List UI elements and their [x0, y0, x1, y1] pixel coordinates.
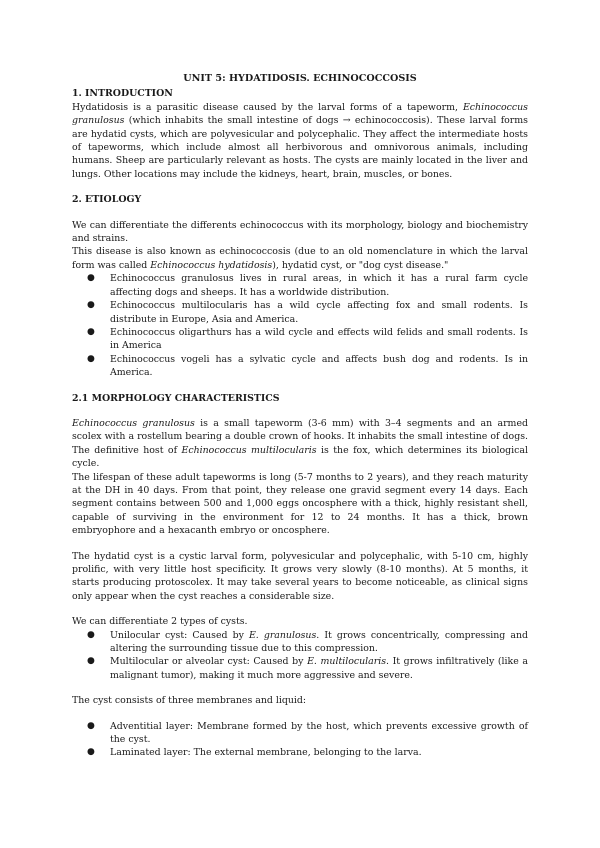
bullet-icon: ● [87, 747, 95, 758]
list-item-text: Echinococcus granulosus lives in rural areas, in which it has a rural farm cycle affecting dogs and sheeps. It has a worldwide distribution. [110, 273, 528, 298]
text-run: . It grows infiltratively (like a malignant tumor), making it much more aggressive and severe. [110, 656, 528, 681]
list-item-text: Adventitial layer: Membrane formed by the host, which prevents excessive growth of the cyst. [110, 720, 528, 746]
list-item [72, 272, 528, 299]
list-item-text: Laminated layer: The external membrane, belonging to the larva. [110, 747, 422, 759]
list-item [72, 655, 528, 682]
bullet-icon: ● [87, 353, 95, 364]
morphology-paragraph-1 [72, 417, 528, 471]
bullet-icon: ● [87, 273, 95, 284]
text-run: Hydatidosis is a parasitic disease caused by the larval forms of a tapeworm, [72, 101, 463, 113]
species-name: Echinococcus multilocularis [181, 444, 317, 456]
species-name: E. granulosus [248, 629, 317, 641]
membranes-intro: The cyst consists of three membranes and liquid: [72, 695, 307, 707]
list-item [72, 720, 528, 747]
list-item [72, 746, 528, 759]
bullet-icon: ● [87, 720, 95, 731]
section-heading-introduction: 1. INTRODUCTION [72, 88, 173, 100]
bullet-icon: ● [87, 629, 95, 640]
section-heading-etiology: 2. ETIOLOGY [72, 194, 142, 206]
list-item [72, 299, 528, 326]
text-run: is a small tapeworm (3-6 mm) with 3–4 segments and an armed scolex with a rostellum bearing a double crown of hooks. It inhabits the small intestine of dogs. The definitive host of [72, 417, 528, 456]
list-item-text: Echinococcus multilocularis has a wild cycle affecting fox and small rodents. Is distribute in Europe, Asia and America. [110, 300, 528, 325]
document-body [72, 72, 528, 760]
text-run: (which inhabits the small intestine of dogs → echinococcosis). These larval forms are hydatid cysts, which are polyvesicular and polycephalic. They affect the intermediate hosts of tapeworms, which include almost all herbivorous and omnivorous animals, including humans. Sheep are particularly relevant as hosts. The cysts are mainly located in the liver and lungs. Other locations may include the kidneys, heart, brain, muscles, or bones. [72, 115, 528, 180]
introduction-paragraph [72, 101, 528, 181]
list-item [72, 353, 528, 380]
etiology-paragraph-1: We can differentiate the differents echinococcus with its morphology, biology and biochemistry and strains. [72, 219, 528, 245]
list-item-text: Echinococcus oligarthurs has a wild cycle and effects wild felids and small rodents. Is in America [110, 326, 528, 352]
cyst-types-intro: We can differentiate 2 types of cysts. [72, 616, 248, 628]
list-item-text: Echinococcus vogeli has a sylvatic cycle and affects bush dog and rodents. Is in America. [110, 353, 528, 379]
etiology-paragraph-2 [72, 245, 528, 272]
text-run: This disease is also known as echinococcosis (due to an old nomenclature in which the larval form was called [72, 246, 528, 271]
text-run: Multilocular or alveolar cyst: Caused by [110, 656, 308, 668]
species-name: Echinococcus hydatidosis [150, 259, 273, 271]
text-run: is the fox, which determines its biological cycle. [72, 444, 528, 470]
morphology-paragraph-2: The lifespan of these adult tapeworms is long (5-7 months to 2 years), and they reach maturity at the DH in 40 days. From that point, they release one gravid segment every 14 days. Each segment contains between 500 and 1,000 eggs oncosphere with a thick, highly resistant shell, capable of surviving in the environment for 12 to 24 months. It has a thick, brown embryophore and a hexacanth embryo or oncosphere. [72, 471, 528, 537]
bullet-icon: ● [87, 326, 95, 337]
text-run: ), hydatid cyst, or "dog cyst disease." [272, 259, 449, 271]
bullet-icon: ● [87, 656, 95, 667]
membranes-list [72, 720, 528, 760]
list-item [72, 629, 528, 656]
section-heading-morphology: 2.1 MORPHOLOGY CHARACTERISTICS [72, 392, 280, 404]
list-item [72, 326, 528, 353]
text-run: . It grows concentrically, compressing and altering the surrounding tissue due to this compression. [110, 629, 528, 655]
cyst-types-list [72, 629, 528, 683]
species-name: Echinococcus granulosus [72, 417, 195, 429]
species-name: Echinococcus granulosus [72, 101, 528, 127]
species-name: E. multilocularis [307, 656, 387, 668]
species-list [72, 272, 528, 379]
text-run: Unilocular cyst: Caused by [110, 629, 249, 641]
bullet-icon: ● [87, 300, 95, 311]
document-title: UNIT 5: HYDATIDOSIS. ECHINOCOCCOSIS [183, 73, 417, 84]
morphology-paragraph-3: The hydatid cyst is a cystic larval form, polyvesicular and polycephalic, with 5-10 cm, highly prolific, with very little host specificity. It grows very slowly (8-10 months). At 5 months, it starts producing protoscolex. It may take several years to become noticeable, as clinical signs only appear when the cyst reaches a considerable size. [72, 550, 528, 602]
